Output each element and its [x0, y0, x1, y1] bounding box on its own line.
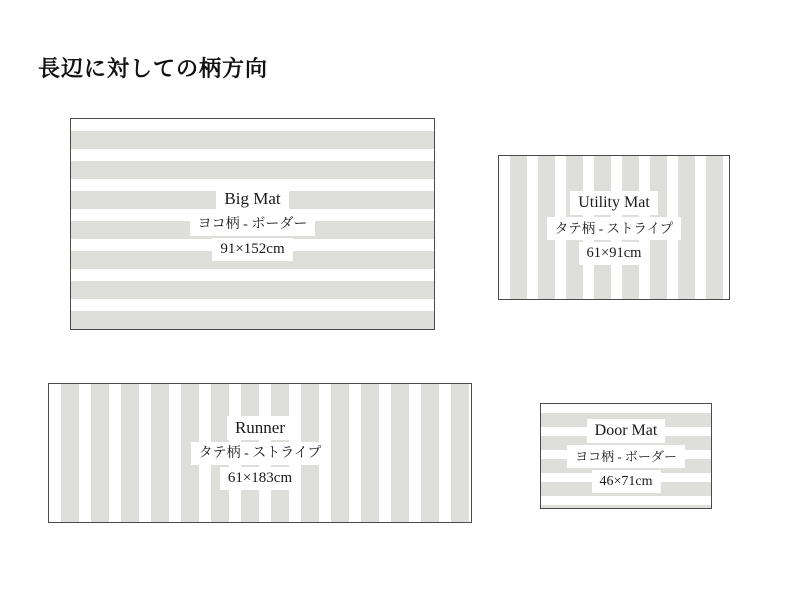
mat-name: Big Mat: [216, 187, 288, 211]
mat-pattern: ヨコ柄 - ボーダー: [190, 213, 316, 236]
mat-size: 91×152cm: [212, 238, 292, 261]
label-block: [557, 417, 695, 495]
mat-big-labels: [71, 185, 434, 263]
page-title: 長辺に対しての柄方向: [38, 56, 269, 81]
mat-runner-labels: [49, 414, 471, 492]
mat-door-labels: [541, 417, 711, 495]
mat-size: 46×71cm: [592, 470, 661, 493]
mat-door: [540, 403, 712, 509]
mat-pattern: ヨコ柄 - ボーダー: [567, 445, 685, 468]
mat-pattern: タテ柄 - ストライプ: [191, 442, 330, 465]
mat-pattern: タテ柄 - ストライプ: [547, 217, 681, 240]
mat-runner: [48, 383, 472, 523]
label-block: [181, 414, 340, 492]
mat-name: Runner: [227, 416, 293, 440]
mat-size: 61×91cm: [579, 242, 650, 265]
mat-size: 61×183cm: [220, 467, 300, 490]
mat-utility: [498, 155, 730, 300]
mat-big: [70, 118, 435, 330]
label-block: [537, 189, 691, 267]
mat-name: Utility Mat: [570, 191, 658, 215]
label-block: [180, 185, 326, 263]
mat-utility-labels: [499, 189, 729, 267]
mat-name: Door Mat: [587, 419, 666, 443]
